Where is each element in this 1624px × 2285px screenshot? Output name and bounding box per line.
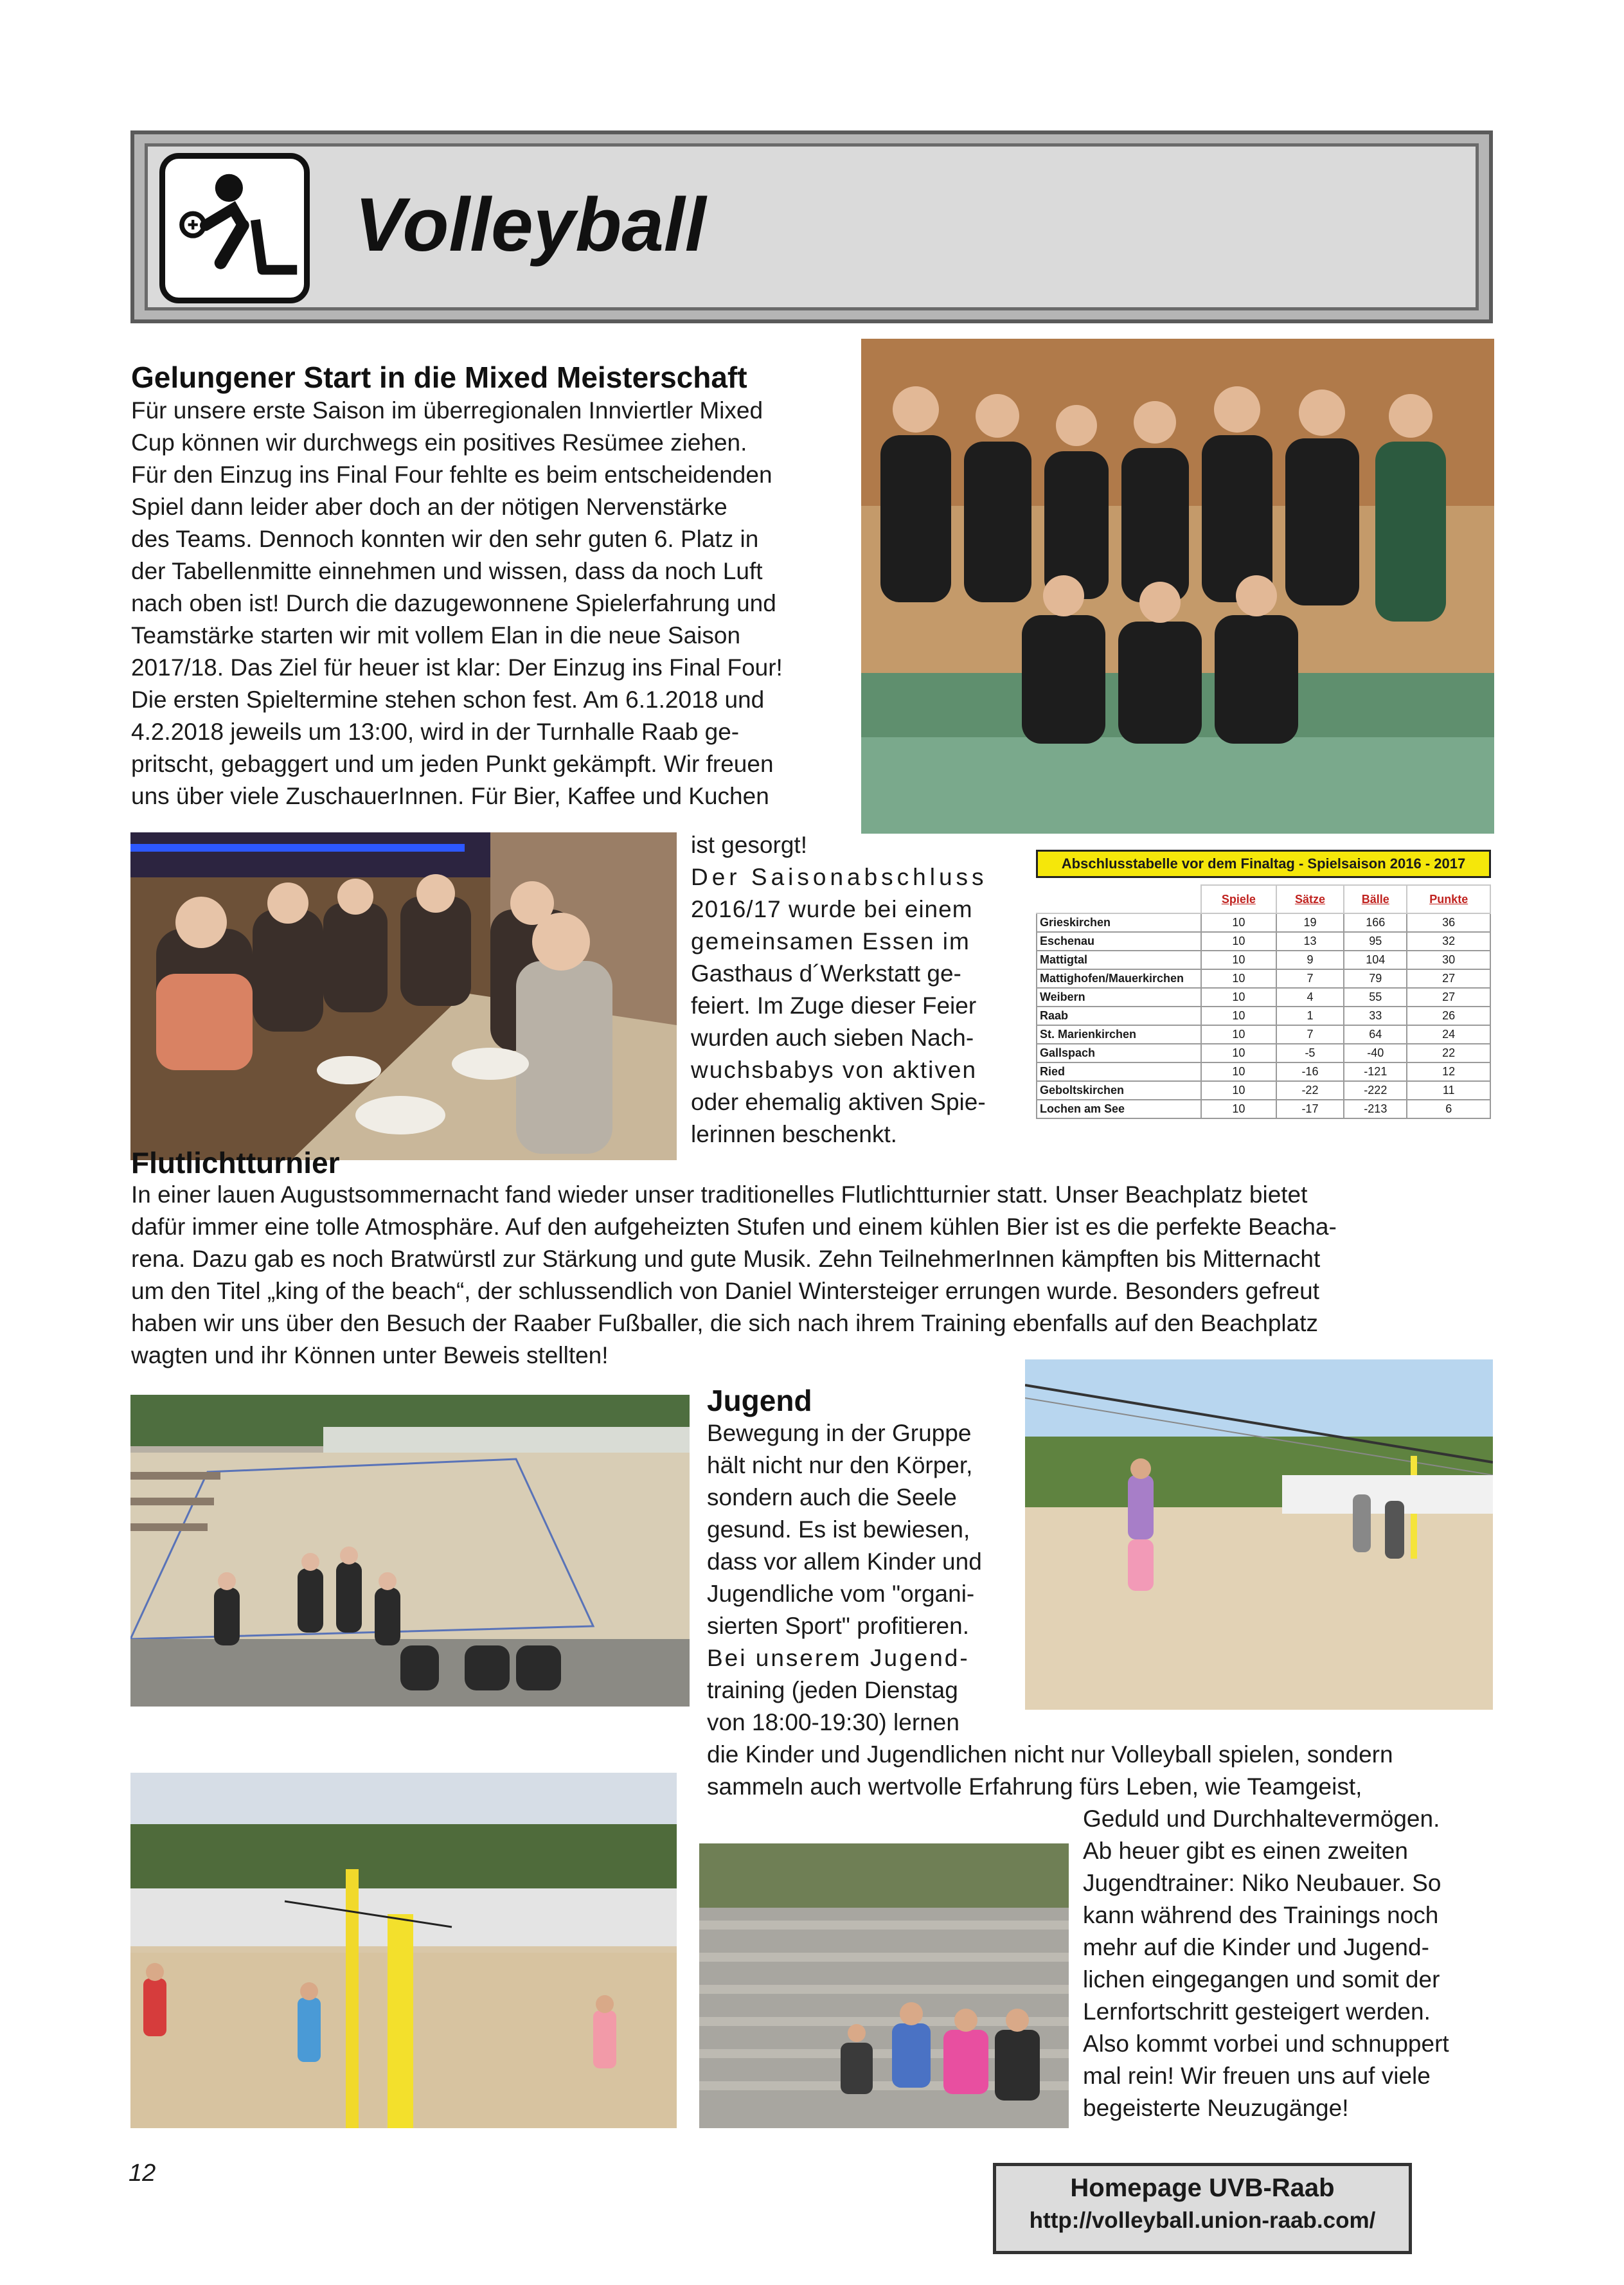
section3-wide-text <box>707 1739 1393 1803</box>
saetze-cell: 1 <box>1276 1007 1344 1025</box>
punkte-cell: 27 <box>1407 988 1490 1007</box>
team-name-cell: Geboltskirchen <box>1037 1081 1201 1100</box>
table-row <box>1037 1007 1490 1025</box>
text-line: Spiel dann leider aber doch an der nötigen Nervenstärke <box>131 494 727 520</box>
text-line: Bewegung in der Gruppe <box>707 1420 972 1446</box>
header-banner <box>130 130 1493 323</box>
spiele-cell: 10 <box>1201 1081 1276 1100</box>
text-line: Geduld und Durchhaltevermögen. <box>1083 1806 1440 1832</box>
saetze-cell: 4 <box>1276 988 1344 1007</box>
table-row <box>1037 913 1490 932</box>
text-line: dass vor allem Kinder und <box>707 1548 982 1575</box>
text-line: sammeln auch wertvolle Erfahrung fürs Leben, wie Teamgeist, <box>707 1773 1362 1800</box>
saetze-cell: -22 <box>1276 1081 1344 1100</box>
text-line: mehr auf die Kinder und Jugend- <box>1083 1934 1429 1960</box>
saetze-cell: -17 <box>1276 1100 1344 1118</box>
standings-header-row <box>1037 885 1490 913</box>
text-line: mal rein! Wir freuen uns auf viele <box>1083 2063 1431 2089</box>
beach-court-photo <box>130 1395 690 1707</box>
text-line: haben wir uns über den Besuch der Raaber Fußballer, die sich nach ihrem Training ebenfalls auf den Beachplatz <box>131 1310 1319 1336</box>
text-line: Gasthaus d´Werkstatt ge- <box>691 960 961 987</box>
baelle-cell: -121 <box>1344 1062 1407 1081</box>
text-line: Der Saisonabschluss <box>691 864 988 890</box>
team-name-cell: Weibern <box>1037 988 1201 1007</box>
text-line: ist gesorgt! <box>691 832 807 858</box>
section-heading-mixed: Gelungener Start in die Mixed Meisterschaft <box>131 361 747 394</box>
baelle-cell: 166 <box>1344 913 1407 932</box>
team-name-cell: Raab <box>1037 1007 1201 1025</box>
text-line: dafür immer eine tolle Atmosphäre. Auf den aufgeheizten Stufen und einem kühlen Bier ist es die perfekte Beacha- <box>131 1214 1337 1240</box>
volleyball-player-icon <box>159 153 310 303</box>
text-line: Für den Einzug ins Final Four fehlte es beim entscheidenden <box>131 461 772 488</box>
table-row <box>1037 988 1490 1007</box>
spiele-cell: 10 <box>1201 932 1276 951</box>
baelle-cell: 79 <box>1344 969 1407 988</box>
punkte-cell: 36 <box>1407 913 1490 932</box>
standings-title: Abschlusstabelle vor dem Finaltag - Spielsaison 2016 - 2017 <box>1036 850 1491 878</box>
page-title: Volleyball <box>355 183 706 267</box>
section3-right-text <box>1083 1803 1449 2124</box>
section1-text <box>131 395 848 812</box>
saetze-cell: 9 <box>1276 951 1344 969</box>
text-line: Die ersten Spieltermine stehen schon fest. Am 6.1.2018 und <box>131 686 765 713</box>
team-name-cell: Lochen am See <box>1037 1100 1201 1118</box>
table-row <box>1037 951 1490 969</box>
spiele-cell: 10 <box>1201 1025 1276 1044</box>
team-name-cell: Ried <box>1037 1062 1201 1081</box>
standings-table <box>1036 884 1491 1119</box>
text-line: nach oben ist! Durch die dazugewonnene Spielerfahrung und <box>131 590 776 616</box>
text-line: 4.2.2018 jeweils um 13:00, wird in der Turnhalle Raab ge- <box>131 719 740 745</box>
evening-game-photo <box>130 1773 677 2128</box>
standings-header-blank <box>1037 885 1201 913</box>
team-name-cell: Mattigtal <box>1037 951 1201 969</box>
text-line: Für unsere erste Saison im überregionalen Innviertler Mixed <box>131 397 763 424</box>
text-line: Ab heuer gibt es einen zweiten <box>1083 1838 1409 1864</box>
dinner-photo <box>130 832 677 1160</box>
text-line: Bei unserem Jugend- <box>707 1645 970 1671</box>
punkte-cell: 24 <box>1407 1025 1490 1044</box>
text-line: rena. Dazu gab es noch Bratwürstl zur Stärkung und gute Musik. Zehn TeilnehmerInnen kämpften bis Mitternacht <box>131 1246 1321 1272</box>
saetze-cell: 7 <box>1276 969 1344 988</box>
punkte-cell: 11 <box>1407 1081 1490 1100</box>
text-line: oder ehemalig aktiven Spie- <box>691 1089 986 1115</box>
text-line: In einer lauen Augustsommernacht fand wieder unser traditionelles Flutlichtturnier statt. Unser Beachplatz bietet <box>131 1181 1308 1208</box>
section3-narrow-text <box>707 1417 982 1739</box>
text-line: Also kommt vorbei und schnuppert <box>1083 2030 1449 2057</box>
text-line: sierten Sport" profitieren. <box>707 1613 969 1639</box>
baelle-cell: 104 <box>1344 951 1407 969</box>
section2-text <box>131 1179 1494 1372</box>
table-row <box>1037 969 1490 988</box>
text-line: sondern auch die Seele <box>707 1484 957 1510</box>
text-line: begeisterte Neuzugänge! <box>1083 2095 1349 2121</box>
text-line: wagten und ihr Können unter Beweis stellten! <box>131 1342 609 1368</box>
text-line: wurden auch sieben Nach- <box>691 1025 974 1051</box>
table-row <box>1037 1025 1490 1044</box>
column-header: Sätze <box>1276 885 1344 913</box>
text-line: 2017/18. Das Ziel für heuer ist klar: Der Einzug ins Final Four! <box>131 654 783 681</box>
text-line: um den Titel „king of the beach“, der schlussendlich von Daniel Wintersteiger errungen wurde. Besonders gefreut <box>131 1278 1319 1304</box>
text-line: Cup können wir durchwegs ein positives Resümee ziehen. <box>131 429 747 456</box>
table-row <box>1037 1044 1490 1062</box>
text-line: training (jeden Dienstag <box>707 1677 958 1703</box>
spiele-cell: 10 <box>1201 988 1276 1007</box>
team-photo <box>861 339 1494 834</box>
team-name-cell: Mattighofen/Mauerkirchen <box>1037 969 1201 988</box>
text-line: Lernfortschritt gesteigert werden. <box>1083 1998 1431 2025</box>
text-line: der Tabellenmitte einnehmen und wissen, dass da noch Luft <box>131 558 763 584</box>
spiele-cell: 10 <box>1201 1007 1276 1025</box>
text-line: Jugendtrainer: Niko Neubauer. So <box>1083 1870 1441 1896</box>
section1-narrow-text <box>691 829 988 1151</box>
text-line: von 18:00-19:30) lernen <box>707 1709 959 1735</box>
text-line: hält nicht nur den Körper, <box>707 1452 973 1478</box>
punkte-cell: 27 <box>1407 969 1490 988</box>
text-line: gemeinsamen Essen im <box>691 928 970 954</box>
text-line: 2016/17 wurde bei einem <box>691 896 973 922</box>
table-row <box>1037 932 1490 951</box>
punkte-cell: 32 <box>1407 932 1490 951</box>
text-line: Jugendliche vom "organi- <box>707 1581 975 1607</box>
column-header: Punkte <box>1407 885 1490 913</box>
table-row <box>1037 1081 1490 1100</box>
baelle-cell: 95 <box>1344 932 1407 951</box>
section-heading-jugend: Jugend <box>707 1384 812 1417</box>
baelle-cell: 55 <box>1344 988 1407 1007</box>
column-header: Bälle <box>1344 885 1407 913</box>
saetze-cell: 19 <box>1276 913 1344 932</box>
homepage-title: Homepage UVB-Raab <box>1070 2174 1335 2202</box>
team-name-cell: Eschenau <box>1037 932 1201 951</box>
team-name-cell: St. Marienkirchen <box>1037 1025 1201 1044</box>
text-line: feiert. Im Zuge dieser Feier <box>691 992 977 1019</box>
table-row <box>1037 1100 1490 1118</box>
page-number: 12 <box>129 2160 156 2187</box>
punkte-cell: 12 <box>1407 1062 1490 1081</box>
text-line: lerinnen beschenkt. <box>691 1121 897 1147</box>
baelle-cell: -213 <box>1344 1100 1407 1118</box>
punkte-cell: 22 <box>1407 1044 1490 1062</box>
text-line: die Kinder und Jugendlichen nicht nur Volleyball spielen, sondern <box>707 1741 1393 1768</box>
homepage-box <box>993 2163 1412 2254</box>
saetze-cell: -16 <box>1276 1062 1344 1081</box>
beach-net-photo <box>1025 1359 1493 1710</box>
homepage-link[interactable]: http://volleyball.union-raab.com/ <box>1029 2208 1376 2233</box>
baelle-cell: -40 <box>1344 1044 1407 1062</box>
baelle-cell: -222 <box>1344 1081 1407 1100</box>
text-line: Teamstärke starten wir mit vollem Elan in die neue Saison <box>131 622 741 649</box>
section-heading-flutlicht: Flutlichtturnier <box>131 1146 340 1179</box>
team-name-cell: Gallspach <box>1037 1044 1201 1062</box>
punkte-cell: 6 <box>1407 1100 1490 1118</box>
spiele-cell: 10 <box>1201 951 1276 969</box>
baelle-cell: 33 <box>1344 1007 1407 1025</box>
text-line: des Teams. Dennoch konnten wir den sehr guten 6. Platz in <box>131 526 759 552</box>
team-name-cell: Grieskirchen <box>1037 913 1201 932</box>
text-line: pritscht, gebaggert und um jeden Punkt gekämpft. Wir freuen <box>131 751 774 777</box>
saetze-cell: 7 <box>1276 1025 1344 1044</box>
text-line: gesund. Es ist bewiesen, <box>707 1516 970 1543</box>
saetze-cell: 13 <box>1276 932 1344 951</box>
spiele-cell: 10 <box>1201 913 1276 932</box>
text-line: kann während des Trainings noch <box>1083 1902 1439 1928</box>
header-inner <box>145 143 1479 310</box>
text-line: uns über viele ZuschauerInnen. Für Bier, Kaffee und Kuchen <box>131 783 769 809</box>
column-header: Spiele <box>1201 885 1276 913</box>
spiele-cell: 10 <box>1201 1100 1276 1118</box>
text-line: wuchsbabys von aktiven <box>691 1057 977 1083</box>
stands-photo <box>699 1843 1069 2128</box>
punkte-cell: 30 <box>1407 951 1490 969</box>
spiele-cell: 10 <box>1201 1044 1276 1062</box>
spiele-cell: 10 <box>1201 1062 1276 1081</box>
table-row <box>1037 1062 1490 1081</box>
punkte-cell: 26 <box>1407 1007 1490 1025</box>
spiele-cell: 10 <box>1201 969 1276 988</box>
saetze-cell: -5 <box>1276 1044 1344 1062</box>
text-line: lichen eingegangen und somit der <box>1083 1966 1440 1993</box>
baelle-cell: 64 <box>1344 1025 1407 1044</box>
